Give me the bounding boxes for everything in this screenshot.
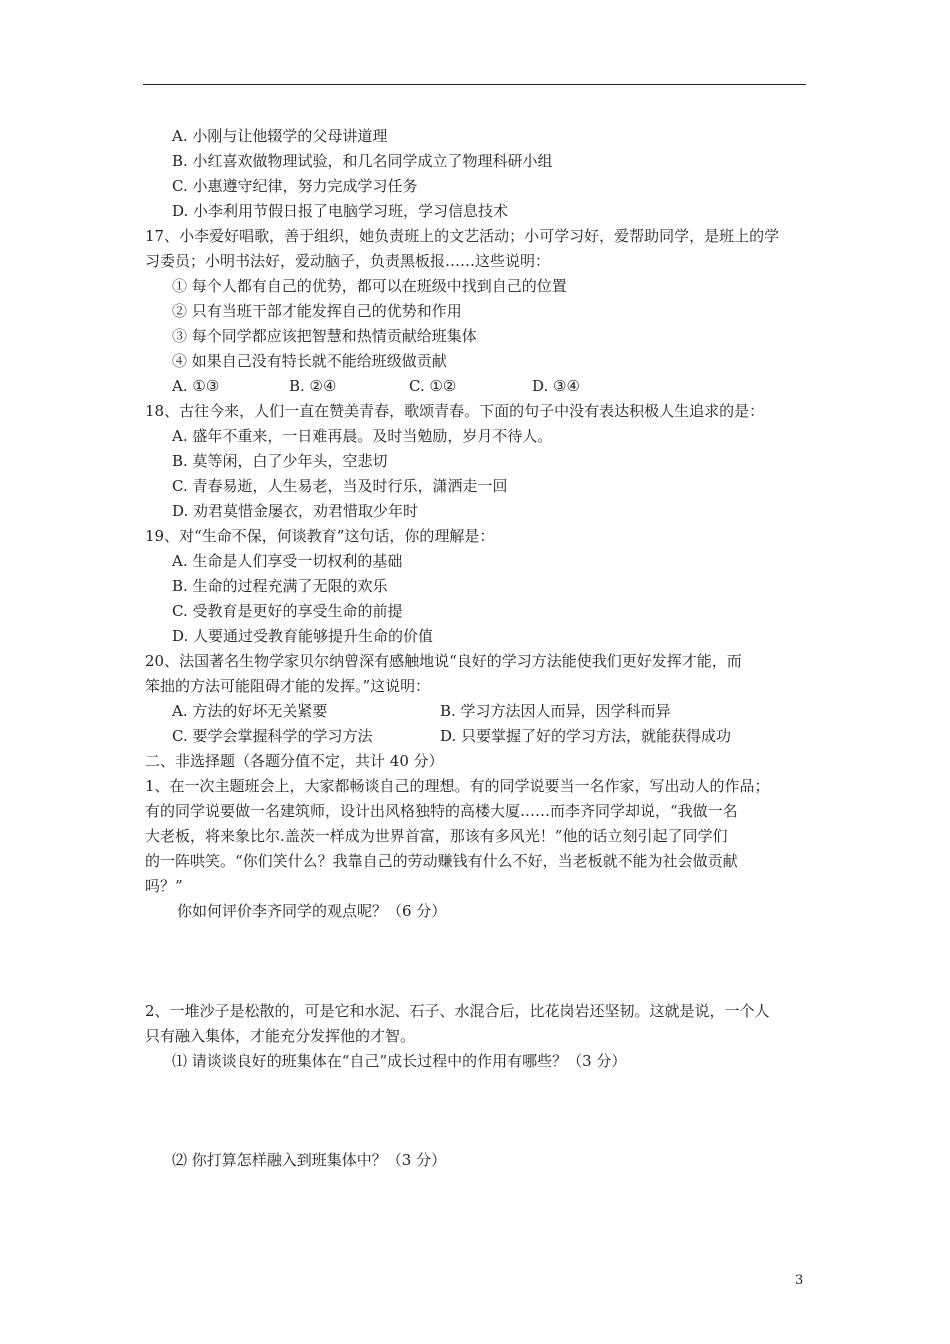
s2-q1-line3: 大老板，将来象比尔.盖茨一样成为世界首富，那该有多风光！”他的话立刻引起了同学们 — [145, 827, 728, 845]
s2-q1-line5: 吗？” — [145, 877, 183, 895]
q17-stem-line1: 17、小李爱好唱歌，善于组织，她负责班上的文艺活动；小可学习好，爱帮助同学，是班上的学 — [145, 227, 780, 245]
q17-option-b: B. ②④ — [289, 377, 337, 395]
q19-option-d: D. 人要通过受教育能够提升生命的价值 — [172, 627, 434, 645]
q19-option-b: B. 生命的过程充满了无限的欢乐 — [172, 577, 388, 595]
q20-option-c: C. 要学会掌握科学的学习方法 — [172, 727, 373, 745]
q17-option-c: C. ①② — [409, 377, 457, 395]
q17-statement-3: ③ 每个同学都应该把智慧和热情贡献给班集体 — [172, 327, 477, 345]
s2-q2-line2: 只有融入集体，才能充分发挥他的才智。 — [145, 1027, 416, 1045]
q19-option-c: C. 受教育是更好的享受生命的前提 — [172, 602, 403, 620]
q16-option-a: A. 小刚与让他辍学的父母讲道理 — [172, 127, 388, 145]
q18-option-a: A. 盛年不重来，一日难再晨。及时当勉励，岁月不待人。 — [172, 427, 553, 445]
q17-option-d: D. ③④ — [532, 377, 580, 395]
q20-stem-line1: 20、法国著名生物学家贝尔纳曾深有感触地说“良好的学习方法能使我们更好发挥才能，而 — [145, 652, 742, 670]
q20-option-b: B. 学习方法因人而异，因学科而异 — [440, 702, 671, 720]
header-rule — [143, 84, 806, 85]
s2-q1-line4: 的一阵哄笑。“你们笑什么？我靠自己的劳动赚钱有什么不好，当老板就不能为社会做贡献 — [145, 852, 738, 870]
q18-stem: 18、古往今来，人们一直在赞美青春，歌颂青春。下面的句子中没有表达积极人生追求的是： — [145, 402, 765, 420]
q18-option-d: D. 劝君莫惜金屡衣，劝君惜取少年时 — [172, 502, 419, 520]
q17-statement-4: ④ 如果自己没有特长就不能给班级做贡献 — [172, 352, 447, 370]
q20-option-d: D. 只要掌握了好的学习方法，就能获得成功 — [440, 727, 732, 745]
q18-option-c: C. 青春易逝，人生易老，当及时行乐，潇洒走一回 — [172, 477, 508, 495]
s2-q1-question: 你如何评价李齐同学的观点呢？（6 分） — [177, 902, 447, 920]
q17-stem-line2: 习委员；小明书法好，爱动脑子，负责黑板报……这些说明： — [145, 252, 551, 270]
section2-title: 二、非选择题（各题分值不定，共计 40 分） — [145, 752, 444, 770]
s2-q2-sub1: ⑴ 请谈谈良好的班集体在“自己”成长过程中的作用有哪些？（3 分） — [172, 1052, 627, 1070]
q16-option-c: C. 小惠遵守纪律，努力完成学习任务 — [172, 177, 418, 195]
s2-q2-sub2: ⑵ 你打算怎样融入到班集体中？（3 分） — [172, 1151, 447, 1169]
page-number: 3 — [795, 1273, 804, 1288]
q19-option-a: A. 生命是人们享受一切权利的基础 — [172, 552, 403, 570]
s2-q2-line1: 2、一堆沙子是松散的，可是它和水泥、石子、水混合后，比花岗岩还坚韧。这就是说，一个人 — [145, 1002, 770, 1020]
q20-stem-line2: 笨拙的方法可能阻碍才能的发挥。”这说明： — [145, 677, 431, 695]
q17-statement-2: ② 只有当班干部才能发挥自己的优势和作用 — [172, 302, 462, 320]
q18-option-b: B. 莫等闲，白了少年头，空悲切 — [172, 452, 388, 470]
q16-option-b: B. 小红喜欢做物理试验，和几名同学成立了物理科研小组 — [172, 152, 553, 170]
s2-q1-line2: 有的同学说要做一名建筑师，设计出风格独特的高楼大厦……而李齐同学却说，“我做一名 — [145, 802, 738, 820]
q20-option-a: A. 方法的好坏无关紧要 — [172, 702, 328, 720]
q17-option-a: A. ①③ — [172, 377, 220, 395]
q19-stem: 19、对“生命不保，何谈教育”这句话，你的理解是： — [145, 527, 495, 545]
s2-q1-line1: 1、在一次主题班会上，大家都畅谈自己的理想。有的同学说要当一名作家，写出动人的作品； — [145, 777, 770, 795]
q17-statement-1: ① 每个人都有自己的优势，都可以在班级中找到自己的位置 — [172, 277, 567, 295]
q16-option-d: D. 小李利用节假日报了电脑学习班，学习信息技术 — [172, 202, 509, 220]
